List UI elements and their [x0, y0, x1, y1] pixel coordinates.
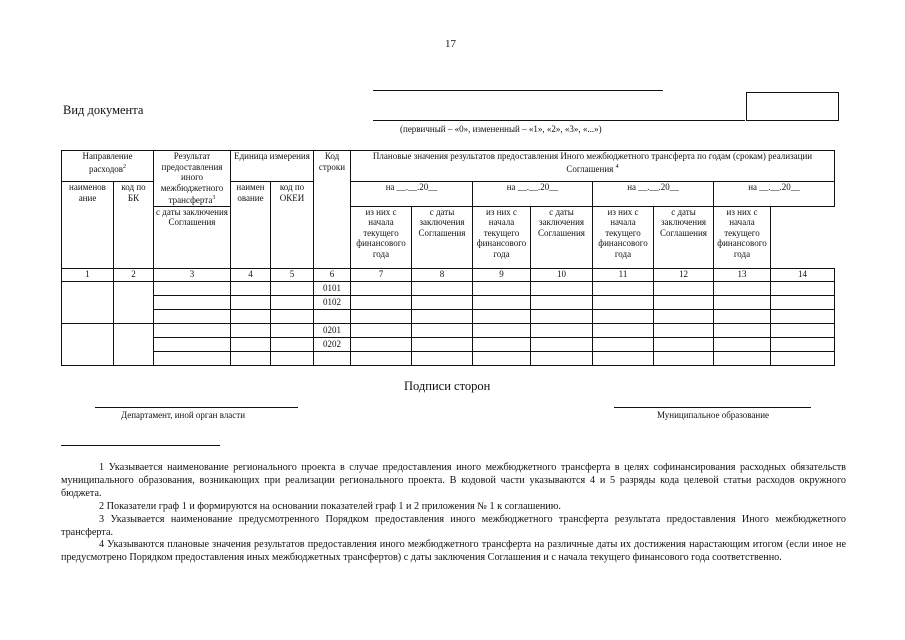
table-row	[62, 281, 835, 295]
header-from-year-2: из них с начала текущего финансового года	[473, 206, 531, 268]
table-row	[62, 337, 835, 351]
column-number: 7	[351, 268, 412, 281]
footnote-2: 2 Показатели граф 1 и формируются на основании показателей граф 1 и 2 приложения № 1 к соглашению.	[99, 500, 561, 512]
document-type-box	[746, 92, 839, 121]
header-direction: Направление расходов$^2$	[62, 151, 154, 182]
column-number: 9	[473, 268, 531, 281]
document-type-top-line	[373, 90, 663, 91]
column-numbers-row	[62, 268, 835, 281]
column-number: 8	[412, 268, 473, 281]
signatures-title: Подписи сторон	[404, 379, 491, 393]
header-row-code: Код строки	[314, 151, 351, 269]
direction-name-cell	[62, 281, 114, 323]
column-number: 5	[271, 268, 314, 281]
document-type-label: Вид документа	[63, 103, 144, 117]
left-signature-line	[95, 407, 298, 408]
row-code-cell: 0202	[314, 337, 351, 351]
result-cell	[154, 323, 231, 337]
unit-okei-cell	[271, 351, 314, 365]
footnote-1: 1 Указывается наименование регионального проекта в случае предоставления иного межбюджетного трансферта в целях софинансирования расходных обязательств муниципального образования, возникающих при реализации регионального проекта. В кодовой части указываются 4 и 5 разряды кода целевой статьи расходов окружного бюджета.	[61, 462, 846, 499]
header-direction-bk: код по БК	[114, 182, 154, 269]
header-unit-okei: код по ОКЕИ	[271, 182, 314, 269]
row-code-cell: 0101	[314, 281, 351, 295]
unit-okei-cell	[271, 309, 314, 323]
column-number: 4	[231, 268, 271, 281]
header-date-1: на __.__.20__	[351, 182, 473, 207]
page-number: 17	[445, 38, 456, 50]
document-type-line	[373, 120, 745, 121]
header-date-2: на __.__.20__	[473, 182, 593, 207]
header-from-agreement-1: с даты заключения Соглашения	[154, 206, 231, 268]
table-row	[62, 295, 835, 309]
unit-name-cell	[231, 323, 271, 337]
header-unit-name: наимен ование	[231, 182, 271, 269]
row-code-cell	[314, 351, 351, 365]
direction-bk-cell	[114, 323, 154, 365]
header-planned-values: Плановые значения результатов предоставления Иного межбюджетного трансферта по годам (срокам) реализации Соглашения $^4$	[351, 151, 835, 182]
column-number: 14	[771, 268, 835, 281]
direction-bk-cell	[114, 281, 154, 323]
column-number: 12	[654, 268, 714, 281]
footnote-3: 3 Указывается наименование предусмотренного Порядком предоставления иного межбюджетного трансферта результата предоставления Иного межбюджетного трансферта.	[61, 513, 846, 538]
table-row	[62, 323, 835, 337]
result-cell	[154, 295, 231, 309]
column-number: 3	[154, 268, 231, 281]
column-number: 1	[62, 268, 114, 281]
unit-name-cell	[231, 351, 271, 365]
column-number: 6	[314, 268, 351, 281]
header-from-agreement-2: с даты заключения Соглашения	[412, 206, 473, 268]
unit-okei-cell	[271, 337, 314, 351]
left-signature-caption: Департамент, иной орган власти	[121, 410, 246, 420]
unit-name-cell	[231, 295, 271, 309]
footnote-separator	[61, 445, 220, 446]
row-code-cell	[314, 309, 351, 323]
unit-name-cell	[231, 281, 271, 295]
header-from-agreement-4: с даты заключения Соглашения	[654, 206, 714, 268]
result-cell	[154, 309, 231, 323]
header-date-3: на __.__.20__	[593, 182, 714, 207]
header-date-4: на __.__.20__	[714, 182, 835, 207]
result-cell	[154, 351, 231, 365]
table-row	[62, 309, 835, 323]
result-cell	[154, 337, 231, 351]
right-signature-line	[614, 407, 811, 408]
column-number: 2	[114, 268, 154, 281]
header-direction-name: наименов ание	[62, 182, 114, 269]
column-number: 11	[593, 268, 654, 281]
header-from-year-1: из них с начала текущего финансового года	[351, 206, 412, 268]
document-type-hint: (первичный – «0», измененный – «1», «2», «3», «...»)	[400, 124, 602, 134]
direction-name-cell	[62, 323, 114, 365]
unit-name-cell	[231, 309, 271, 323]
footnote-4: 4 Указываются плановые значения результатов предоставления иного межбюджетного трансферта на различные даты их достижения нарастающим итогом (если иное не предусмотрено Порядком предоставления иных межбюджетных трансфертов) с даты заключения Соглашения и с начала текущего финансового года соответственно.	[61, 539, 846, 564]
footnotes	[61, 462, 846, 565]
column-number: 10	[531, 268, 593, 281]
unit-okei-cell	[271, 323, 314, 337]
row-code-cell: 0102	[314, 295, 351, 309]
header-from-year-4: из них с начала текущего финансового года	[714, 206, 771, 268]
header-result: Результат предоставления иного межбюджетного трансферта$^3$	[154, 151, 231, 207]
table-row	[62, 351, 835, 365]
result-cell	[154, 281, 231, 295]
header-from-year-3: из них с начала текущего финансового года	[593, 206, 654, 268]
header-unit: Единица измерения	[231, 151, 314, 182]
unit-okei-cell	[271, 281, 314, 295]
unit-okei-cell	[271, 295, 314, 309]
row-code-cell: 0201	[314, 323, 351, 337]
unit-name-cell	[231, 337, 271, 351]
results-table	[61, 150, 835, 366]
right-signature-caption: Муниципальное образование	[657, 410, 770, 420]
column-number: 13	[714, 268, 771, 281]
header-from-agreement-3: с даты заключения Соглашения	[531, 206, 593, 268]
